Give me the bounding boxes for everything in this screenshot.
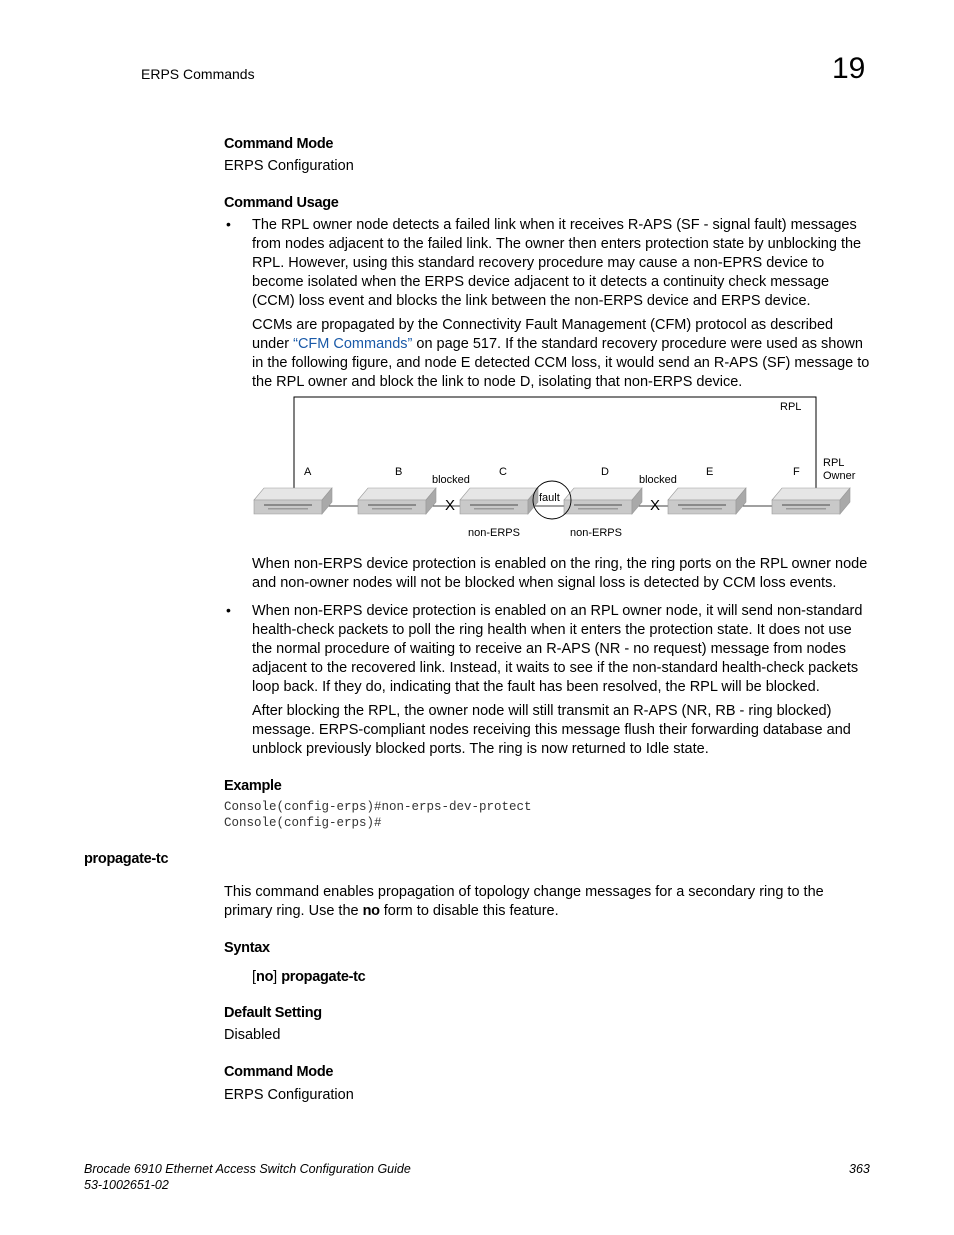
footer-title: Brocade 6910 Ethernet Access Switch Configuration Guide	[84, 1162, 411, 1176]
blocked-x-mark-2: X	[650, 497, 661, 514]
non-erps-label-1: non-ERPS	[468, 527, 520, 539]
example-heading: Example	[224, 778, 282, 794]
node-label-d: D	[601, 466, 609, 478]
usage-paragraph-4: When non-ERPS device protection is enabled on an RPL owner node, it will send non-standard health-check packets to poll the ring health when it enters the protection state. It does not use the normal procedure of waiting to receive an R-APS (NR - no request) message from nodes adjacent to the recovered link. Instead, it waits to see if the non-standard health-check packets loop back. If they do, indicating that the fault has been resolved, the RPL will be blocked.	[252, 603, 863, 695]
usage-paragraph-2-text-a: CCMs are propagated by the Connectivity Fault Management (CFM) protocol as described under	[252, 317, 834, 352]
default-setting-value: Disabled	[224, 1027, 281, 1043]
switch-f	[772, 488, 850, 514]
command-name-heading: propagate-tc	[84, 851, 169, 867]
switch-b	[358, 488, 436, 514]
bullet-marker-2: •	[226, 602, 231, 618]
default-setting-heading: Default Setting	[224, 1005, 322, 1021]
switch-e	[668, 488, 746, 514]
switch-a	[254, 488, 332, 514]
running-header-section: ERPS Commands	[141, 66, 255, 82]
blocked-label-2: blocked	[639, 474, 677, 486]
switch-d	[564, 488, 642, 514]
blocked-label-1: blocked	[432, 474, 470, 486]
erps-ring-figure	[250, 393, 870, 545]
rpl-label: RPL	[780, 401, 802, 413]
syntax-no: no	[256, 969, 274, 985]
usage-paragraph-2	[252, 316, 872, 392]
node-label-c: C	[499, 466, 507, 478]
bullet-marker: •	[226, 216, 231, 232]
non-erps-label-2: non-ERPS	[570, 527, 622, 539]
chapter-number: 19	[832, 52, 866, 85]
footer-page-number: 363	[849, 1162, 870, 1176]
node-label-f: F	[793, 466, 800, 478]
syntax-heading: Syntax	[224, 940, 270, 956]
usage-paragraph-1: The RPL owner node detects a failed link when it receives R-APS (SF - signal fault) messages from nodes adjacent to the failed link. The owner then enters protection state by unblocking the RPL. However, using this standard recovery procedure may cause a non-EPRS device to become isolated when the ERPS device adjacent to it detects a continuity check message (CCM) loss event and blocks the link between the non-ERPS device and ERPS device.	[252, 217, 862, 309]
node-label-e: E	[706, 466, 714, 478]
command-description-text-b: form to disable this feature.	[379, 903, 559, 919]
rpl-loop-line	[294, 397, 816, 493]
command-mode-value: ERPS Configuration	[224, 158, 354, 174]
rpl-owner-label-line2: Owner	[823, 470, 856, 482]
usage-paragraph-2-text-b: on page 517. If the standard recovery procedure were used as shown in the following figure, and node E detected CCM loss, it would send an R-APS (SF) message to the RPL owner and block the link to node D, isolating that non-ERPS device.	[252, 336, 870, 390]
code-line-1: Console(config-erps)#non-erps-dev-protect	[224, 800, 532, 814]
command-mode-value-2: ERPS Configuration	[224, 1087, 354, 1103]
usage-paragraph-5: After blocking the RPL, the owner node will still transmit an R-APS (NR, RB - ring blocked) message. ERPS-compliant nodes receiving this message flush their forwarding database and unblock previously blocked ports. The ring is now returned to Idle state.	[252, 703, 851, 757]
code-line-2: Console(config-erps)#	[224, 816, 382, 830]
syntax-line	[252, 968, 365, 987]
command-description-text-a: This command enables propagation of topology change messages for a secondary ring to the primary ring. Use the	[224, 884, 824, 919]
syntax-bracket-right: ]	[273, 969, 282, 985]
cfm-commands-link[interactable]: “CFM Commands”	[293, 336, 413, 352]
footer-doc-number: 53-1002651-02	[84, 1178, 169, 1192]
command-description-no: no	[362, 903, 380, 919]
fault-label: fault	[539, 492, 560, 504]
blocked-x-mark-1: X	[445, 497, 456, 514]
command-usage-heading: Command Usage	[224, 195, 339, 211]
command-mode-heading-2: Command Mode	[224, 1064, 334, 1080]
command-description	[224, 883, 854, 921]
node-label-b: B	[395, 466, 403, 478]
switch-c	[460, 488, 538, 514]
rpl-owner-label-line1: RPL	[823, 457, 845, 469]
node-label-a: A	[304, 466, 312, 478]
command-mode-heading: Command Mode	[224, 136, 334, 152]
syntax-command: propagate-tc	[281, 969, 366, 985]
usage-paragraph-3: When non-ERPS device protection is enabled on the ring, the ring ports on the RPL owner node and non-owner nodes will not be blocked when signal loss is detected by CCM loss events.	[252, 556, 868, 591]
syntax-bracket-left: [	[252, 969, 257, 985]
